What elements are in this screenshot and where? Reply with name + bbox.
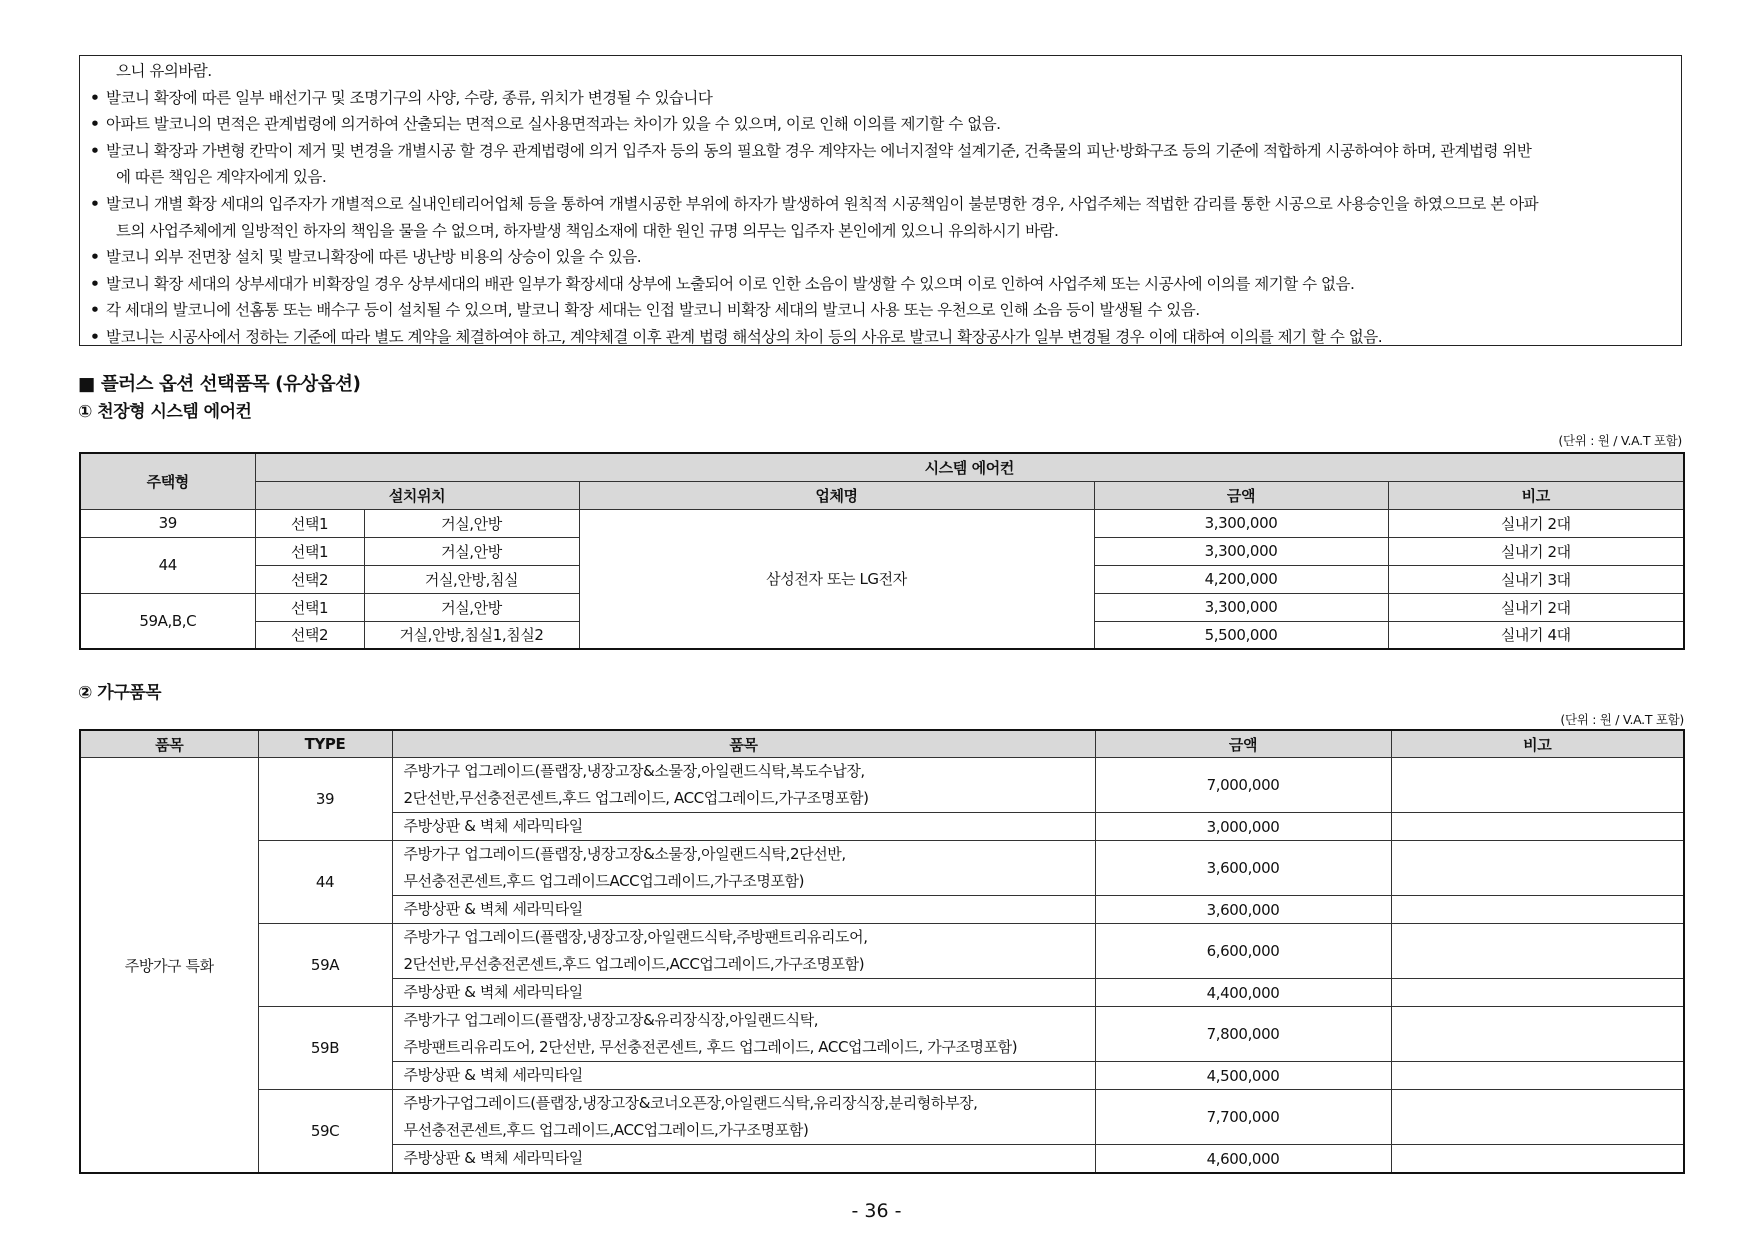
- notice-line: [90, 191, 1671, 218]
- table-row: [80, 1007, 1684, 1062]
- category-cell: 주방가구 특화: [80, 758, 258, 1174]
- option-cell: 선택1: [255, 593, 364, 621]
- type-cell: 59A: [258, 924, 392, 1007]
- item-cell: 주방상판 & 벽체 세라믹타일: [392, 896, 1095, 924]
- header-note: 비고: [1391, 730, 1684, 758]
- header-location: 설치위치: [255, 481, 579, 509]
- price-cell: 4,200,000: [1094, 565, 1388, 593]
- item-cell: [392, 1090, 1095, 1145]
- item-line: 주방가구업그레이드(플랩장,냉장고장&코너오픈장,아일랜드식탁,유리장식장,분리형하부장,: [403, 1094, 978, 1112]
- note-cell: 실내기 2대: [1388, 593, 1684, 621]
- header-type: TYPE: [258, 730, 392, 758]
- note-cell: [1391, 1145, 1684, 1174]
- option-cell: 선택1: [255, 509, 364, 537]
- notice-line: 으니 유의바람.: [116, 62, 212, 80]
- page-number: - 36 -: [851, 1200, 902, 1222]
- note-cell: 실내기 2대: [1388, 509, 1684, 537]
- note-cell: [1391, 896, 1684, 924]
- bullet: •: [90, 301, 100, 320]
- bullet: •: [90, 141, 100, 160]
- type-cell: 39: [258, 758, 392, 841]
- note-cell: [1391, 924, 1684, 979]
- price-cell: 7,000,000: [1095, 758, 1391, 813]
- rooms-cell: 거실,안방,침실: [364, 565, 579, 593]
- item-line: 주방가구 업그레이드(플랩장,냉장고장&소물장,아일랜드식탁,2단선반,: [403, 845, 846, 863]
- notice-line: 에 따른 책임은 계약자에게 있음.: [116, 168, 327, 187]
- price-cell: 4,500,000: [1095, 1062, 1391, 1090]
- price-cell: 3,300,000: [1094, 593, 1388, 621]
- item-line: 주방가구 업그레이드(플랩장,냉장고장&유리장식장,아일랜드식탁,: [403, 1011, 819, 1029]
- notice-line: [90, 324, 1671, 351]
- price-cell: 3,300,000: [1094, 537, 1388, 565]
- item-cell: [392, 841, 1095, 896]
- note-cell: 실내기 2대: [1388, 537, 1684, 565]
- price-cell: 6,600,000: [1095, 924, 1391, 979]
- note-cell: [1391, 841, 1684, 896]
- note-cell: 실내기 3대: [1388, 565, 1684, 593]
- item-line: 무선충전콘센트,후드 업그레이드,ACC업그레이드,가구조명포함): [403, 1121, 809, 1139]
- rooms-cell: 거실,안방,침실1,침실2: [364, 621, 579, 649]
- table-row: [80, 1090, 1684, 1145]
- type-cell: 59A,B,C: [80, 593, 255, 649]
- bullet: •: [90, 248, 100, 267]
- note-cell: [1391, 758, 1684, 813]
- note-cell: [1391, 979, 1684, 1007]
- unit-label: (단위 : 원 / V.A.T 포함): [1558, 433, 1682, 448]
- rooms-cell: 거실,안방: [364, 509, 579, 537]
- bullet: •: [90, 115, 100, 134]
- company-cell: 삼성전자 또는 LG전자: [579, 509, 1094, 649]
- item-cell: 주방상판 & 벽체 세라믹타일: [392, 979, 1095, 1007]
- notice-text: 발코니 개별 확장 세대의 입주자가 개별적으로 실내인테리어업체 등을 통하여 개별시공한 부위에 하자가 발생하여 원칙적 시공책임이 불분명한 경우, 사업주체는 적법한 감리를 통한 시공으로 사용승인을 하였으므로 본 아파: [106, 194, 1539, 213]
- header-item: 품목: [392, 730, 1095, 758]
- option-cell: 선택2: [255, 621, 364, 649]
- subsection-title-furniture: ② 가구품목: [78, 683, 161, 703]
- furniture-table: [79, 729, 1685, 1174]
- notice-text: 발코니 확장에 따른 일부 배선기구 및 조명기구의 사양, 수량, 종류, 위치가 변경될 수 있습니다: [106, 88, 713, 107]
- type-cell: 39: [80, 509, 255, 537]
- note-cell: [1391, 1090, 1684, 1145]
- header-type: 주택형: [80, 453, 255, 509]
- bullet: •: [90, 88, 100, 107]
- price-cell: 3,600,000: [1095, 896, 1391, 924]
- item-cell: 주방상판 & 벽체 세라믹타일: [392, 1145, 1095, 1174]
- note-cell: 실내기 4대: [1388, 621, 1684, 649]
- price-cell: 4,600,000: [1095, 1145, 1391, 1174]
- unit-label: (단위 : 원 / V.A.T 포함): [1560, 712, 1684, 727]
- notice-line: [90, 85, 1671, 112]
- bullet: •: [90, 194, 100, 213]
- price-cell: 3,000,000: [1095, 813, 1391, 841]
- price-cell: 5,500,000: [1094, 621, 1388, 649]
- type-cell: 59B: [258, 1007, 392, 1090]
- table-row: [80, 924, 1684, 979]
- note-cell: [1391, 1062, 1684, 1090]
- section-title: ■ 플러스 옵션 선택품목 (유상옵션): [78, 374, 361, 395]
- header-note: 비고: [1388, 481, 1684, 509]
- balcony-notice-box: [79, 55, 1682, 346]
- notice-line: [90, 138, 1671, 165]
- rooms-cell: 거실,안방: [364, 537, 579, 565]
- option-cell: 선택2: [255, 565, 364, 593]
- item-cell: 주방상판 & 벽체 세라믹타일: [392, 813, 1095, 841]
- table-row: [80, 758, 1684, 813]
- notice-line: [90, 297, 1671, 324]
- type-cell: 59C: [258, 1090, 392, 1174]
- bullet: •: [90, 274, 100, 293]
- notice-text: 아파트 발코니의 면적은 관계법령에 의거하여 산출되는 면적으로 실사용면적과는 차이가 있을 수 있으며, 이로 인해 이의를 제기할 수 없음.: [106, 115, 1001, 134]
- aircon-table: [79, 452, 1685, 650]
- rooms-cell: 거실,안방: [364, 593, 579, 621]
- note-cell: [1391, 813, 1684, 841]
- note-cell: [1391, 1007, 1684, 1062]
- item-line: 주방가구 업그레이드(플랩장,냉장고장&소물장,아일랜드식탁,복도수납장,: [403, 762, 865, 780]
- price-cell: 3,600,000: [1095, 841, 1391, 896]
- notice-line: [90, 244, 1671, 271]
- header-price: 금액: [1094, 481, 1388, 509]
- price-cell: 4,400,000: [1095, 979, 1391, 1007]
- notice-text: 발코니 확장 세대의 상부세대가 비확장일 경우 상부세대의 배관 일부가 확장세대 상부에 노출되어 이로 인한 소음이 발생할 수 있으며 이로 인하여 사업주체 또는 시공사에 이의를 제기할 수 없음.: [106, 274, 1355, 293]
- item-cell: [392, 924, 1095, 979]
- item-cell: [392, 758, 1095, 813]
- type-cell: 44: [258, 841, 392, 924]
- notice-line: [90, 271, 1671, 298]
- notice-text: 발코니 외부 전면창 설치 및 발코니확장에 따른 냉난방 비용의 상승이 있을 수 있음.: [106, 248, 642, 267]
- header-price: 금액: [1095, 730, 1391, 758]
- table-row: [80, 841, 1684, 896]
- price-cell: 3,300,000: [1094, 509, 1388, 537]
- option-cell: 선택1: [255, 537, 364, 565]
- item-line: 무선충전콘센트,후드 업그레이드ACC업그레이드,가구조명포함): [403, 872, 805, 890]
- item-line: 주방가구 업그레이드(플랩장,냉장고장,아일랜드식탁,주방팬트리유리도어,: [403, 928, 868, 946]
- header-system: 시스템 에어컨: [255, 453, 1684, 481]
- bullet: •: [90, 327, 100, 346]
- notice-text: 발코니는 시공사에서 정하는 기준에 따라 별도 계약을 체결하여야 하고, 계약체결 이후 관계 법령 해석상의 차이 등의 사유로 발코니 확장공사가 일부 변경될 경우 이에 대하여 이의를 제기 할 수 없음.: [106, 327, 1383, 346]
- item-cell: [392, 1007, 1095, 1062]
- header-company: 업체명: [579, 481, 1094, 509]
- notice-line: [90, 111, 1671, 138]
- item-line: 2단선반,무선충전콘센트,후드 업그레이드,ACC업그레이드,가구조명포함): [403, 955, 865, 973]
- item-line: 주방팬트리유리도어, 2단선반, 무선충전콘센트, 후드 업그레이드, ACC업그레이드, 가구조명포함): [403, 1038, 1018, 1056]
- header-category: 품목: [80, 730, 258, 758]
- type-cell: 44: [80, 537, 255, 593]
- notice-text: 각 세대의 발코니에 선홈통 또는 배수구 등이 설치될 수 있으며, 발코니 확장 세대는 인접 발코니 비확장 세대의 발코니 사용 또는 우천으로 인해 소음 등이 발생될 수 있음.: [106, 301, 1200, 320]
- subsection-title-aircon: ① 천장형 시스템 에어컨: [78, 402, 252, 422]
- notice-line: 트의 사업주체에게 일방적인 하자의 책임을 물을 수 없으며, 하자발생 책임소재에 대한 원인 규명 의무는 입주자 본인에게 있으니 유의하시기 바람.: [116, 221, 1059, 240]
- table-row: [80, 509, 1684, 537]
- price-cell: 7,700,000: [1095, 1090, 1391, 1145]
- notice-text: 발코니 확장과 가변형 칸막이 제거 및 변경을 개별시공 할 경우 관계법령에 의거 입주자 등의 동의 필요할 경우 계약자는 에너지절약 설계기준, 건축물의 피난·방화구조 등의 기준에 적합하게 시공하여야 하며, 관계법령 위반: [106, 141, 1532, 160]
- price-cell: 7,800,000: [1095, 1007, 1391, 1062]
- item-line: 2단선반,무선충전콘센트,후드 업그레이드, ACC업그레이드,가구조명포함): [403, 789, 869, 807]
- item-cell: 주방상판 & 벽체 세라믹타일: [392, 1062, 1095, 1090]
